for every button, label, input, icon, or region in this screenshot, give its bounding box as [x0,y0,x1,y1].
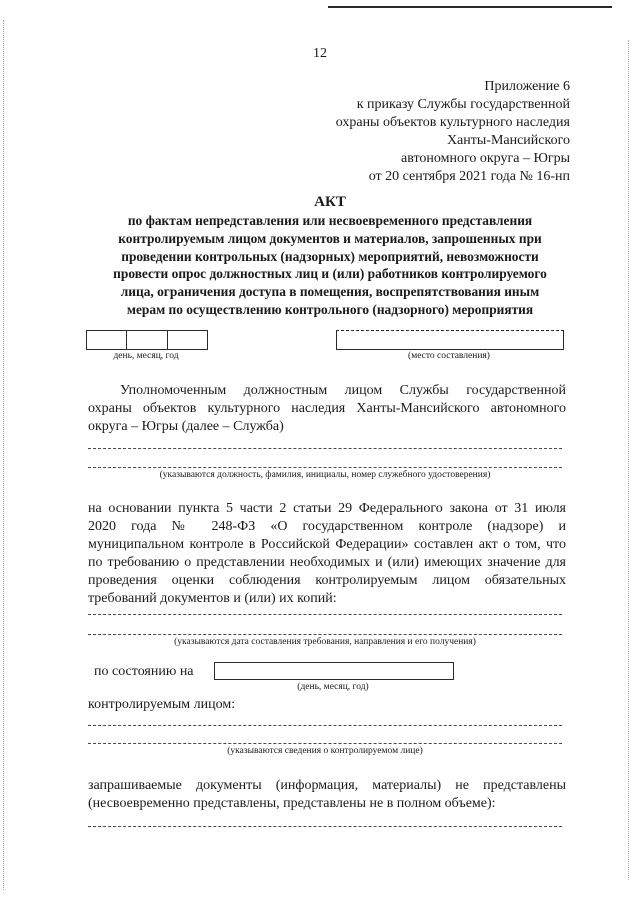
controlled-label: контролируемым лицом: [88,697,236,712]
paragraph-line: муниципальном контроле в Российской Федерации» составлен акт о том, что [88,537,566,552]
request-caption: (указываются дата составления требования, направления и его получения) [174,637,476,647]
state-label: по состоянию на [94,664,194,679]
subtitle-line: провести опрос должностных лиц и (или) работников контролируемого [113,266,547,282]
subtitle-line: контролируемым лицом документов и материалов, запрошенных при [118,230,542,246]
documents-fill-line-1[interactable] [88,826,562,827]
subtitle-line: лица, ограничения доступа в помещения, воспрепятствования иным [120,284,540,300]
date-day-cell[interactable] [87,331,127,349]
officer-fill-line-1[interactable] [88,448,562,449]
place-caption: (место составления) [408,351,490,361]
paragraph-line: запрашиваемые документы (информация, материалы) не представлены [88,778,566,793]
controlled-fill-line-1[interactable] [88,725,562,726]
appendix-line: Приложение 6 [484,79,570,94]
date-field[interactable] [86,330,208,350]
subtitle-line: мерам по осуществлению контрольного (надзорного) мероприятия [126,301,534,317]
paragraph-line: требований документов и (или) их копий: [88,591,337,606]
date-month-cell[interactable] [127,331,167,349]
officer-paragraph [88,382,566,436]
paragraph-line: по требованию о представлении необходимых и (или) имеющих значение для [88,555,566,570]
appendix-line: Ханты-Мансийского [446,133,570,148]
paragraph-line: Уполномоченным должностным лицом Службы государственной [120,383,566,398]
paragraph-line: на основании пункта 5 части 2 статьи 29 Федерального закона от 31 июля [88,501,566,516]
controlled-fill-line-2[interactable] [88,743,562,744]
officer-caption: (указываются должность, фамилия, инициалы, номер служебного удостоверения) [159,470,491,480]
appendix-line: к приказу Службы государственной [356,97,570,112]
date-caption: день, месяц, год [113,351,179,361]
paragraph-line: охраны объектов культурного наследия Ханты-Мансийского автономного [88,401,566,416]
request-fill-line-2[interactable] [88,634,562,635]
scan-edge-left [3,20,5,890]
appendix-line: от 20 сентября 2021 года № 16-нп [368,169,570,184]
top-border-line [328,6,612,8]
documents-paragraph [88,777,566,813]
state-date-field[interactable] [214,662,454,680]
officer-fill-line-2[interactable] [88,467,562,468]
place-field[interactable] [336,330,564,350]
subtitle-line: по фактам непредставления или несвоевременного представления [127,213,533,228]
act-title: АКТ [314,194,346,210]
appendix-line: охраны объектов культурного наследия [335,115,570,130]
date-year-cell[interactable] [168,331,207,349]
appendix-header [270,78,570,186]
paragraph-line: (несвоевременно представлены, представлены не в полном объеме): [88,796,496,811]
scan-edge-right [628,40,630,880]
page-number: 12 [313,46,327,61]
act-subtitle [82,212,578,319]
controlled-caption: (указываются сведения о контролируемом лице) [227,746,423,756]
state-caption: (день, месяц, год) [297,682,369,692]
paragraph-line: проведения оценки соблюдения контролируемым лицом обязательных [88,573,566,588]
paragraph-line: 2020 года № 248-ФЗ «О государственном контроле (надзоре) и [88,519,566,534]
subtitle-line: проведении контрольных (надзорных) мероприятий, невозможности [121,248,539,264]
paragraph-line: округа – Югры (далее – Служба) [88,419,284,434]
appendix-line: автономного округа – Югры [401,151,570,166]
legal-basis-paragraph [88,500,566,608]
request-fill-line-1[interactable] [88,614,562,615]
